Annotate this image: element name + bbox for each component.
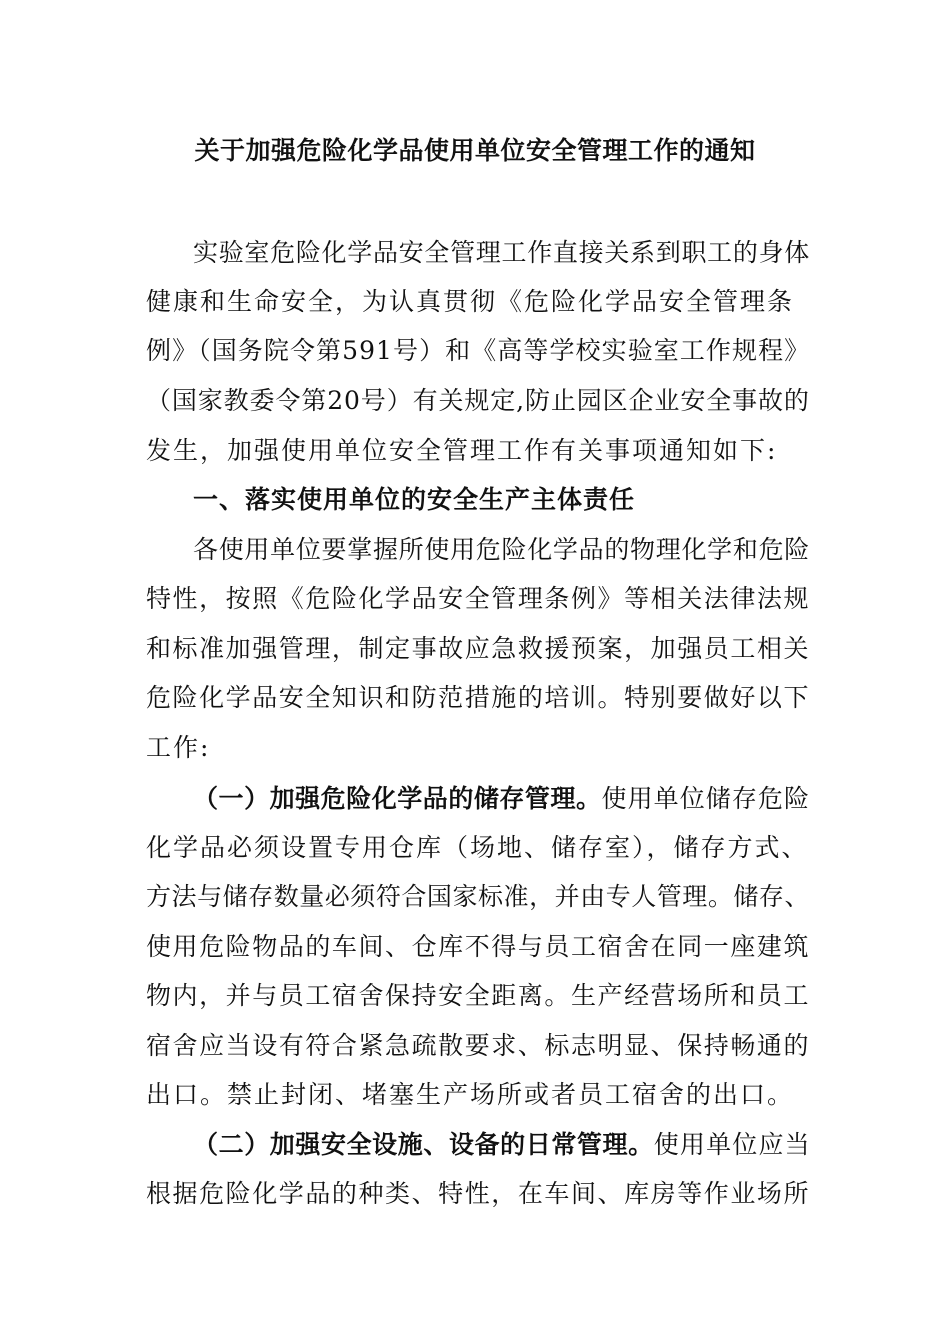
item-1-first-line <box>193 782 810 816</box>
section-1-line-4: 危险化学品安全知识和防范措施的培训。特别要做好以下 <box>146 683 811 712</box>
item-1-line-3: 方法与储存数量必须符合国家标准，并由专人管理。储存、 <box>146 882 811 911</box>
intro-line-2: 健康和生命安全，为认真贯彻《危险化学品安全管理条 <box>146 287 795 316</box>
item-2-first-line <box>193 1128 811 1162</box>
item-1-line-6: 宿舍应当设有符合紧急疏散要求、标志明显、保持畅通的 <box>146 1031 811 1060</box>
item-1-line-2: 化学品必须设置专用仓库（场地、储存室），储存方式、 <box>146 833 809 862</box>
intro-line-5: 发生，加强使用单位安全管理工作有关事项通知如下: <box>146 436 778 465</box>
item-1-line-5: 物内，并与员工宿舍保持安全距离。生产经营场所和员工 <box>146 981 811 1010</box>
item-1-line-4: 使用危险物品的车间、仓库不得与员工宿舍在同一座建筑 <box>146 932 811 961</box>
item-2-heading: （二）加强安全设施、设备的日常管理。 <box>193 1130 654 1159</box>
section-1-line-2: 特性，按照《危险化学品安全管理条例》等相关法律法规 <box>146 584 811 613</box>
item-1-heading: （一）加强危险化学品的储存管理。 <box>193 784 602 813</box>
section-1-line-1: 各使用单位要掌握所使用危险化学品的物理化学和危险 <box>193 535 811 564</box>
document-title: 关于加强危险化学品使用单位安全管理工作的通知 <box>194 136 756 165</box>
intro-line-3: 例》（国务院令第591号）和《高等学校实验室工作规程》 <box>146 336 811 365</box>
intro-line-1: 实验室危险化学品安全管理工作直接关系到职工的身体 <box>193 238 811 267</box>
section-1-heading: 一、落实使用单位的安全生产主体责任 <box>193 485 636 514</box>
item-2-line-2: 根据危险化学品的种类、特性，在车间、库房等作业场所 <box>146 1179 811 1208</box>
section-1-line-5: 工作: <box>146 733 211 762</box>
item-1-first-text: 使用单位储存危险 <box>601 784 811 813</box>
section-1-line-3: 和标准加强管理，制定事故应急救援预案，加强员工相关 <box>146 634 811 663</box>
item-1-line-7: 出口。禁止封闭、堵塞生产场所或者员工宿舍的出口。 <box>146 1080 795 1109</box>
intro-line-4: （国家教委令第20号）有关规定,防止园区企业安全事故的 <box>146 386 810 415</box>
item-2-first-text: 使用单位应当 <box>653 1130 811 1159</box>
